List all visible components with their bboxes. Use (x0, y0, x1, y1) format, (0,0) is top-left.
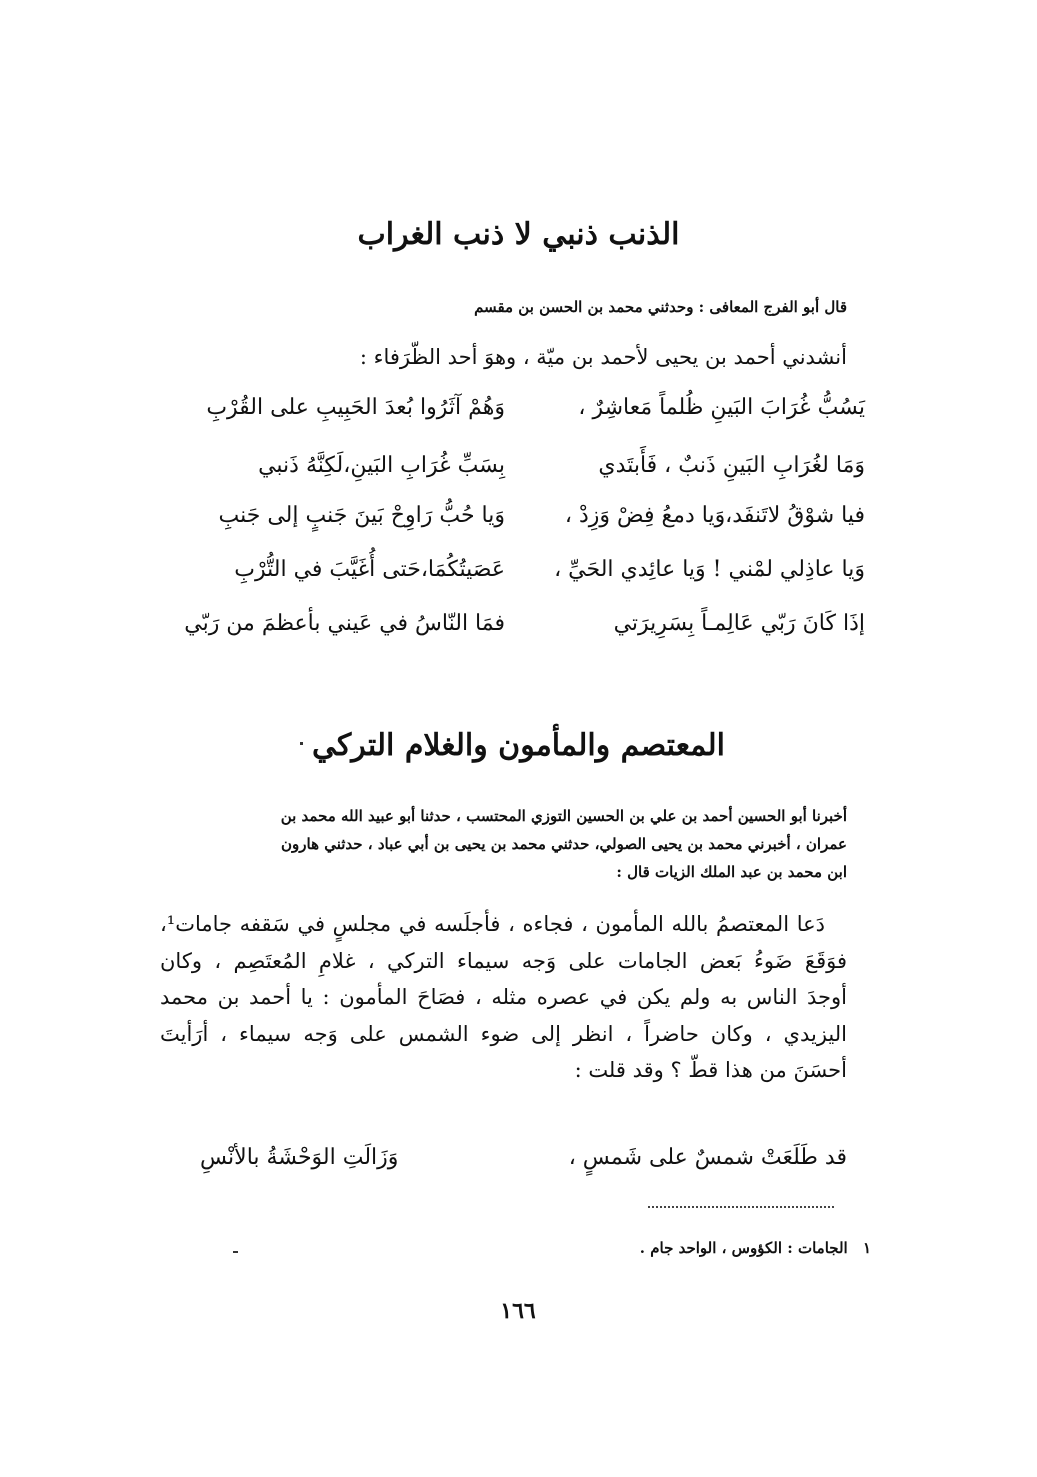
verse-first-hemistich: فيا شوْقُ لاتَنفَد،وَيا دمعُ فِضْ وَزِدْ ، (564, 503, 865, 528)
verse-first-hemistich: إذَا كَانَ رَبّي عَالِمـاً بِسَرِيرَتي (613, 611, 865, 636)
section2-title: المعتصم والمأمون والغلام التركي (312, 728, 725, 763)
verse-row (160, 604, 865, 644)
section2-verse (200, 1138, 847, 1178)
verse-second-hemistich: وَزَالَتِ الوَحْشَةُ بالأنْسِ (200, 1145, 399, 1170)
verse-row (160, 388, 865, 428)
verse-second-hemistich: وَهُمْ آثَرُوا بُعدَ الحَبِيبِ على القُرْبِ (206, 395, 505, 420)
footnote-text: الجامات : الكؤوس ، الواحد جام . (639, 1239, 848, 1257)
verse-first-hemistich: قد طَلَعَتْ شمسٌ على شَمسٍ ، (568, 1145, 847, 1170)
page-number: ١٦٦ (500, 1298, 536, 1324)
verse-row (160, 496, 865, 536)
section1-title: الذنب ذنبي لا ذنب الغراب (357, 217, 680, 252)
verse-row (160, 446, 865, 486)
body-line: دَعا المعتصمُ بالله المأمون ، فجاءه ، فأجلَسه في مجلسٍ في سَقفه جامات¹، (160, 912, 825, 936)
section2-isnad (168, 802, 847, 886)
body-line: أوجدَ الناس به ولم يكن في عصره مثله ، فصَاحَ المأمون : يا أحمد بن محمد (160, 985, 848, 1009)
verse-first-hemistich: يَسُبُّ غُرَابَ البَينِ ظُلماً مَعاشِرٌ ، (578, 395, 865, 420)
footnote-number: ١ (862, 1239, 871, 1257)
isnad-line: عمران ، أخبرني محمد بن يحيى الصولي، حدثني محمد بن يحيى بن أبي عباد ، حدثني هارون (281, 835, 847, 853)
section1-isnad: قال أبو الفرج المعافى : وحدثني محمد بن الحسن بن مقسم (474, 298, 847, 316)
verse-second-hemistich: بِسَبِّ غُرَابِ البَينِ،لَكِنَّهُ ذَنبي (258, 453, 505, 478)
isnad-line: ابن محمد بن عبد الملك الزيات قال : (616, 863, 847, 881)
section1-intro: أنشدني أحمد بن يحيى لأحمد بن ميّة ، وهوَ أحد الظّرَفاء : (359, 345, 847, 369)
isnad-line: أخبرنا أبو الحسين أحمد بن علي بن الحسين التوزي المحتسب ، حدثنا أبو عبيد الله محمد بن (280, 807, 847, 825)
footnote (640, 1236, 871, 1260)
body-line: فوَقَعَ ضَوءُ بَعض الجامات على وَجه سيماء التركي ، غلامِ المُعتَصِم ، وكان (160, 948, 847, 973)
verse-second-hemistich: عَصَيتُكُمَا،حَتى أُغَيَّبَ في التُّرْبِ (234, 557, 505, 582)
footnote-separator (648, 1206, 834, 1208)
body-line: اليزيدي ، وكان حاضراً ، انظر إلى ضوء الشمس على وَجه سيماء ، أرَأيتَ (160, 1021, 847, 1046)
verse-second-hemistich: وَيا حُبُّ رَاوِحْ بَينَ جَنبٍ إلى جَنبِ (218, 503, 505, 528)
verse-row (160, 550, 865, 590)
verse-first-hemistich: وَمَا لغُرَابِ البَينِ ذَنبٌ ، فَأَبتَدي (598, 453, 865, 478)
section2-body (160, 906, 847, 1089)
verse-second-hemistich: فمَا النّاسُ في عَيني بأعظمَ من رَبّي (184, 611, 505, 636)
verse-first-hemistich: وَيا عاذِلي لمْني ! وَيا عائِدي الحَيِّ ، (554, 557, 865, 582)
body-line: أحسَنَ من هذا قطّ ؟ وقد قلت : (574, 1058, 847, 1082)
stray-ink-mark (233, 1251, 238, 1253)
